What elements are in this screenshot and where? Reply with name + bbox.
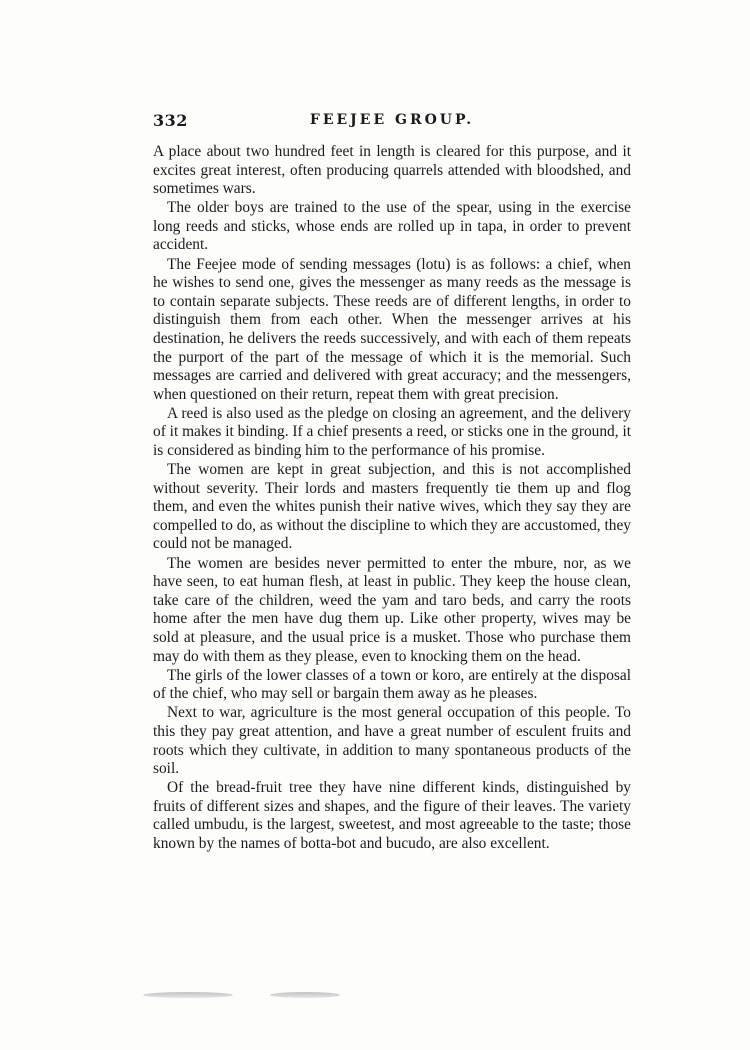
paragraph: The girls of the lower classes of a town or koro, are entirely at the disposal of the chief, who may sell or bargain them away as he pleases. — [153, 666, 631, 703]
running-title: FEEJEE GROUP. — [309, 112, 475, 128]
paragraph: Of the bread-fruit tree they have nine different kinds, distinguished by fruits of different sizes and shapes, and the figure of their leaves. The variety called umbudu, is the largest, sweetest, and most agreeable to the taste; those known by the names of botta-bot and bucudo, are also excellent. — [153, 779, 631, 852]
paragraph: The women are besides never permitted to enter the mbure, nor, as we have seen, to eat human flesh, at least in public. They keep the house clean, take care of the children, weed the yam and taro beds, and carry the roots home after the men have dug them up. Like other property, wives may be sold at pleasure, and the usual price is a musket. Those who purchase them may do with them as they please, even to knocking them on the head. — [153, 554, 631, 665]
scan-smudge — [270, 992, 340, 998]
body-text — [153, 143, 631, 854]
paragraph: The women are kept in great subjection, and this is not accomplished without severity. Their lords and masters frequently tie them up and flog them, and even the whites punish their native wives, which they say they are compelled to do, as without the discipline to which they are accustomed, they could not be managed. — [153, 461, 631, 553]
paragraph: The Feejee mode of sending messages (lotu) is as follows: a chief, when he wishes to send one, gives the messenger as many reeds as the message is to contain separate subjects. These reeds are of different lengths, in order to distinguish them from each other. When the messenger arrives at his destination, he delivers the reeds successively, and with each of them repeats the purport of the part of the message of which it is the memorial. Such messages are carried and delivered with great accuracy; and the messengers, when questioned on their return, repeat them with great precision. — [153, 255, 631, 403]
scan-smudge — [143, 992, 233, 998]
page-number: 332 — [153, 111, 188, 130]
paragraph: The older boys are trained to the use of the spear, using in the exercise long reeds and sticks, whose ends are rolled up in tapa, in order to prevent accident. — [153, 199, 631, 254]
page-header — [153, 111, 631, 135]
paragraph: Next to war, agriculture is the most general occupation of this people. To this they pay great attention, and have a great number of esculent fruits and roots which they cultivate, in addition to many spontaneous products of the soil. — [153, 704, 631, 778]
paragraph: A place about two hundred feet in length is cleared for this purpose, and it excites great interest, often producing quarrels attended with bloodshed, and sometimes wars. — [153, 143, 631, 198]
paragraph: A reed is also used as the pledge on closing an agreement, and the delivery of it makes it binding. If a chief presents a reed, or sticks one in the ground, it is considered as binding him to the performance of his promise. — [153, 404, 631, 459]
